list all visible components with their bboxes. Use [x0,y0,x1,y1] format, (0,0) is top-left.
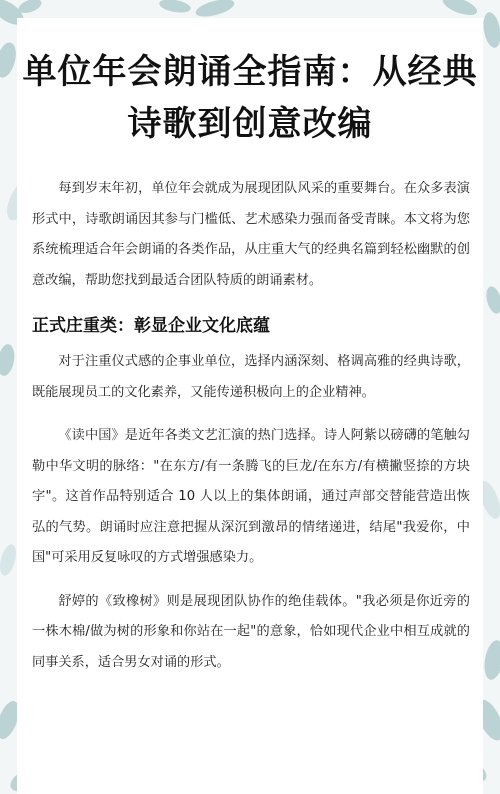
section-paragraph-2: 《读中国》是近年各类文艺汇演的热门选择。诗人阿紫以磅礴的笔触勾勒中华文明的脉络："在东方/有一条腾飞的巨龙/在东方/有横撇竖捺的方块字"。这首作品特别适合 10 人以上的集体朗诵，通过声部交替能营造出恢弘的气势。朗诵时应注意把握从深沉到激昂的情绪递进，结尾"我爱你，中国"可采用反复咏叹的方式增强感染力。 [32,428,470,565]
article-body [32,174,470,691]
article-card [17,18,483,794]
article-title-line-1: 单位年会朗诵全指南：从经典 [22,52,478,92]
section-paragraph-1: 对于注重仪式感的企事业单位，选择内涵深刻、格调高雅的经典诗歌，既能展现员工的文化素养，又能传递积极向上的企业精神。 [32,354,470,400]
intro-paragraph: 每到岁末年初，单位年会就成为展现团队风采的重要舞台。在众多表演形式中，诗歌朗诵因其参与门槛低、艺术感染力强而备受青睐。本文将为您系统梳理适合年会朗诵的各类作品，从庄重大气的经典名篇到轻松幽默的创意改编，帮助您找到最适合团队特质的朗诵素材。 [32,181,470,288]
article-title-line-2: 诗歌到创意改编 [127,104,373,144]
section-heading: 正式庄重类：彰显企业文化底蕴 [32,316,270,336]
article-title [17,46,483,150]
section-paragraph-3: 舒婷的《致橡树》则是展现团队协作的绝佳载体。"我必须是你近旁的一株木棉/做为树的形象和你站在一起"的意象，恰如现代企业中相互成就的同事关系，适合男女对诵的形式。 [32,593,470,670]
